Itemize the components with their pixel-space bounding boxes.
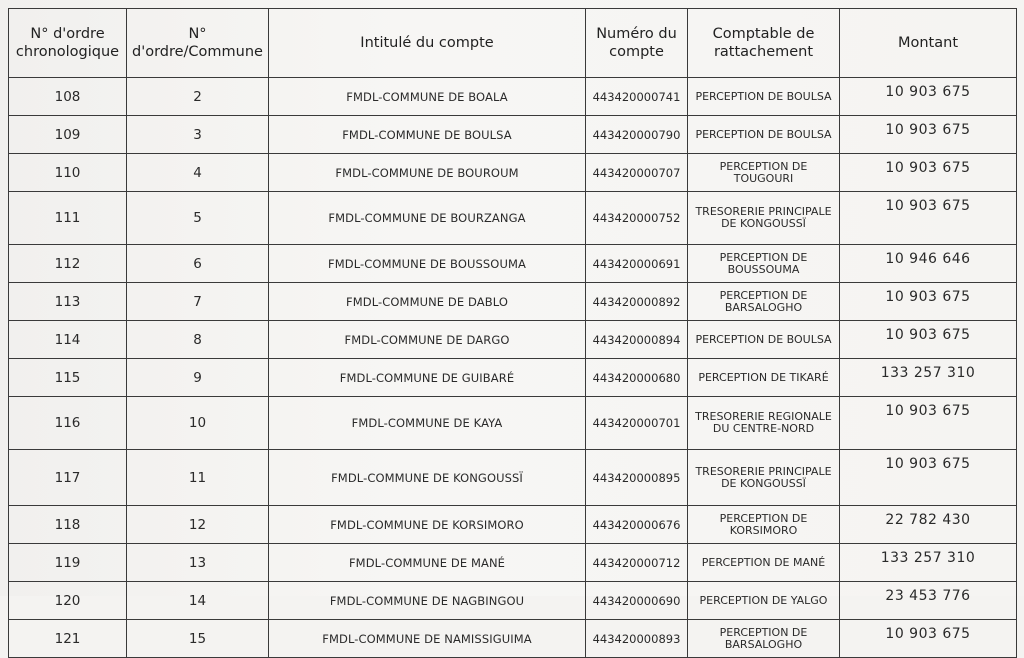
cell-chron: 109 xyxy=(9,116,127,154)
table-row xyxy=(9,154,1017,192)
cell-montant: 10 903 675 xyxy=(840,321,1017,359)
cell-chron: 111 xyxy=(9,192,127,245)
cell-montant: 10 903 675 xyxy=(840,620,1017,658)
header-chron: N° d'ordre chronologique xyxy=(9,9,127,78)
cell-intitule: FMDL-COMMUNE DE BOUSSOUMA xyxy=(269,245,586,283)
cell-chron: 119 xyxy=(9,544,127,582)
cell-chron: 110 xyxy=(9,154,127,192)
cell-comptable: PERCEPTION DE TIKARÉ xyxy=(688,359,840,397)
cell-numero: 443420000741 xyxy=(586,78,688,116)
cell-numero: 443420000691 xyxy=(586,245,688,283)
cell-numero: 443420000676 xyxy=(586,506,688,544)
cell-numero: 443420000895 xyxy=(586,450,688,506)
cell-chron: 108 xyxy=(9,78,127,116)
cell-commune: 15 xyxy=(127,620,269,658)
cell-montant: 10 903 675 xyxy=(840,78,1017,116)
cell-comptable: TRESORERIE REGIONALE DU CENTRE-NORD xyxy=(688,397,840,450)
cell-comptable: PERCEPTION DE MANÉ xyxy=(688,544,840,582)
cell-comptable: TRESORERIE PRINCIPALE DE KONGOUSSÏ xyxy=(688,192,840,245)
cell-montant: 10 903 675 xyxy=(840,283,1017,321)
cell-comptable: PERCEPTION DE TOUGOURI xyxy=(688,154,840,192)
table-row xyxy=(9,544,1017,582)
table-row xyxy=(9,78,1017,116)
cell-commune: 2 xyxy=(127,78,269,116)
table-row xyxy=(9,397,1017,450)
header-montant: Montant xyxy=(840,9,1017,78)
cell-montant: 133 257 310 xyxy=(840,544,1017,582)
cell-montant: 23 453 776 xyxy=(840,582,1017,620)
cell-comptable: PERCEPTION DE BOULSA xyxy=(688,78,840,116)
cell-chron: 120 xyxy=(9,582,127,620)
cell-chron: 113 xyxy=(9,283,127,321)
cell-comptable: PERCEPTION DE KORSIMORO xyxy=(688,506,840,544)
table-row xyxy=(9,582,1017,620)
header-comptable: Comptable de rattachement xyxy=(688,9,840,78)
table-row xyxy=(9,321,1017,359)
cell-chron: 114 xyxy=(9,321,127,359)
cell-chron: 115 xyxy=(9,359,127,397)
header-row xyxy=(9,9,1017,78)
cell-montant: 10 903 675 xyxy=(840,192,1017,245)
cell-numero: 443420000707 xyxy=(586,154,688,192)
cell-chron: 116 xyxy=(9,397,127,450)
table-row xyxy=(9,506,1017,544)
cell-intitule: FMDL-COMMUNE DE NAGBINGOU xyxy=(269,582,586,620)
cell-commune: 3 xyxy=(127,116,269,154)
cell-comptable: PERCEPTION DE BOUSSOUMA xyxy=(688,245,840,283)
cell-numero: 443420000893 xyxy=(586,620,688,658)
cell-comptable: PERCEPTION DE BARSALOGHO xyxy=(688,283,840,321)
table-body xyxy=(9,78,1017,658)
cell-intitule: FMDL-COMMUNE DE GUIBARÉ xyxy=(269,359,586,397)
cell-numero: 443420000892 xyxy=(586,283,688,321)
cell-montant: 10 903 675 xyxy=(840,397,1017,450)
cell-numero: 443420000894 xyxy=(586,321,688,359)
cell-commune: 9 xyxy=(127,359,269,397)
cell-comptable: PERCEPTION DE BOULSA xyxy=(688,321,840,359)
cell-chron: 118 xyxy=(9,506,127,544)
cell-commune: 5 xyxy=(127,192,269,245)
table-row xyxy=(9,359,1017,397)
cell-commune: 6 xyxy=(127,245,269,283)
table-row xyxy=(9,192,1017,245)
cell-commune: 14 xyxy=(127,582,269,620)
cell-chron: 117 xyxy=(9,450,127,506)
cell-montant: 133 257 310 xyxy=(840,359,1017,397)
cell-numero: 443420000701 xyxy=(586,397,688,450)
cell-numero: 443420000790 xyxy=(586,116,688,154)
cell-intitule: FMDL-COMMUNE DE MANÉ xyxy=(269,544,586,582)
accounts-table xyxy=(8,8,1017,658)
table-row xyxy=(9,116,1017,154)
cell-commune: 13 xyxy=(127,544,269,582)
cell-commune: 12 xyxy=(127,506,269,544)
table-row xyxy=(9,245,1017,283)
cell-montant: 10 903 675 xyxy=(840,154,1017,192)
cell-comptable: PERCEPTION DE BOULSA xyxy=(688,116,840,154)
cell-intitule: FMDL-COMMUNE DE DARGO xyxy=(269,321,586,359)
cell-intitule: FMDL-COMMUNE DE KORSIMORO xyxy=(269,506,586,544)
cell-commune: 4 xyxy=(127,154,269,192)
table-row xyxy=(9,620,1017,658)
cell-montant: 10 903 675 xyxy=(840,450,1017,506)
cell-montant: 10 946 646 xyxy=(840,245,1017,283)
cell-comptable: PERCEPTION DE YALGO xyxy=(688,582,840,620)
cell-intitule: FMDL-COMMUNE DE KONGOUSSÏ xyxy=(269,450,586,506)
cell-montant: 22 782 430 xyxy=(840,506,1017,544)
cell-commune: 11 xyxy=(127,450,269,506)
cell-commune: 10 xyxy=(127,397,269,450)
cell-intitule: FMDL-COMMUNE DE DABLO xyxy=(269,283,586,321)
cell-commune: 7 xyxy=(127,283,269,321)
table-row xyxy=(9,283,1017,321)
cell-numero: 443420000752 xyxy=(586,192,688,245)
cell-numero: 443420000690 xyxy=(586,582,688,620)
cell-intitule: FMDL-COMMUNE DE BOULSA xyxy=(269,116,586,154)
cell-numero: 443420000712 xyxy=(586,544,688,582)
header-commune: N° d'ordre/Commune xyxy=(127,9,269,78)
table-row xyxy=(9,450,1017,506)
cell-intitule: FMDL-COMMUNE DE NAMISSIGUIMA xyxy=(269,620,586,658)
cell-commune: 8 xyxy=(127,321,269,359)
cell-comptable: TRESORERIE PRINCIPALE DE KONGOUSSÏ xyxy=(688,450,840,506)
header-intitule: Intitulé du compte xyxy=(269,9,586,78)
cell-intitule: FMDL-COMMUNE DE BOUROUM xyxy=(269,154,586,192)
cell-intitule: FMDL-COMMUNE DE BOALA xyxy=(269,78,586,116)
cell-montant: 10 903 675 xyxy=(840,116,1017,154)
cell-chron: 112 xyxy=(9,245,127,283)
cell-comptable: PERCEPTION DE BARSALOGHO xyxy=(688,620,840,658)
cell-intitule: FMDL-COMMUNE DE BOURZANGA xyxy=(269,192,586,245)
cell-numero: 443420000680 xyxy=(586,359,688,397)
header-numero: Numéro du compte xyxy=(586,9,688,78)
cell-intitule: FMDL-COMMUNE DE KAYA xyxy=(269,397,586,450)
cell-chron: 121 xyxy=(9,620,127,658)
